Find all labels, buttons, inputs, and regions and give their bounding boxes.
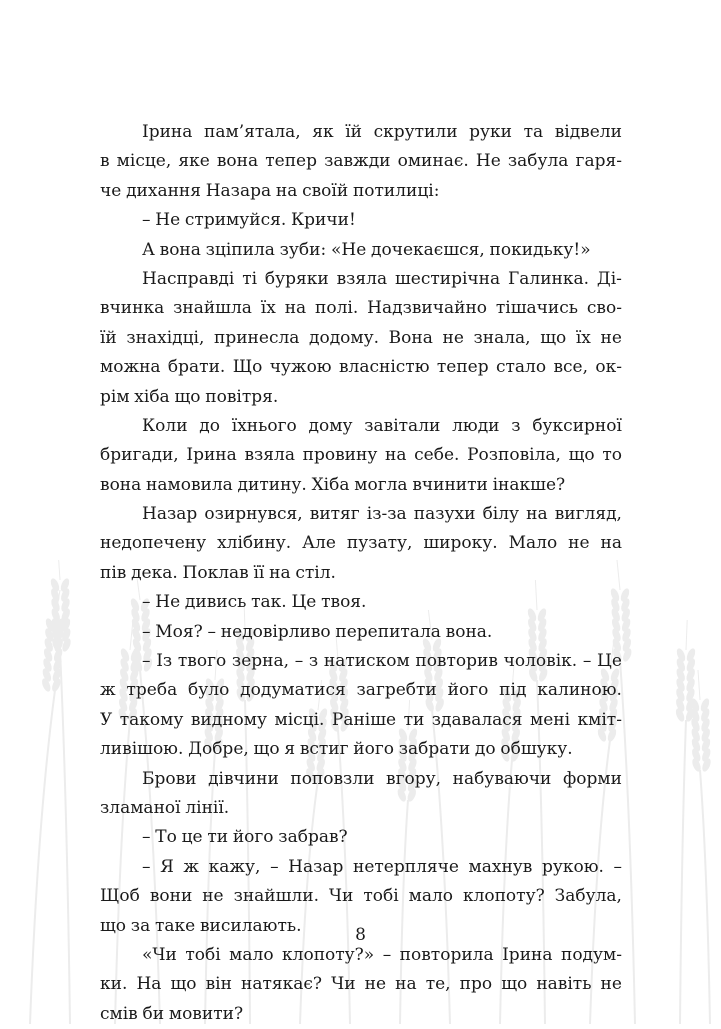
word: бригади, xyxy=(100,445,179,466)
word: взяла xyxy=(336,268,388,289)
word: таке xyxy=(154,915,196,936)
word: дихання xyxy=(126,180,201,201)
word: він xyxy=(205,974,232,995)
word: то xyxy=(602,445,622,466)
word: на xyxy=(395,974,417,995)
word: знала, xyxy=(473,327,531,348)
word: до xyxy=(474,739,496,760)
word: дитину. xyxy=(237,474,307,495)
text-line xyxy=(100,412,622,441)
word: чоловік. xyxy=(503,651,578,672)
word: не xyxy=(600,327,622,348)
word: пів xyxy=(100,562,127,583)
word: на xyxy=(284,298,307,319)
word: можна xyxy=(100,357,161,378)
text-line xyxy=(100,441,622,470)
word: Із xyxy=(156,651,173,672)
word: рукою. xyxy=(541,856,604,877)
word: махнув xyxy=(468,856,533,877)
word: озирнувся, xyxy=(204,504,303,525)
word: вони xyxy=(149,886,193,907)
word: додому. xyxy=(309,327,380,348)
word: Ірина xyxy=(186,445,237,466)
word: гаря- xyxy=(575,151,622,172)
word: ж xyxy=(100,680,116,701)
word: Кричи! xyxy=(291,210,356,231)
text-line xyxy=(100,324,622,353)
word: це xyxy=(181,827,203,848)
word: дочекаєшся, xyxy=(371,239,485,260)
wheat-awn xyxy=(58,560,60,580)
word: додуматися xyxy=(240,680,346,701)
word: твоя. xyxy=(321,592,367,613)
word: тобі xyxy=(185,944,221,965)
text-line xyxy=(100,794,622,823)
text-line xyxy=(100,294,622,323)
word: що xyxy=(253,739,280,760)
word: тішачись xyxy=(495,298,579,319)
word: вона xyxy=(216,151,259,172)
word: що xyxy=(501,974,528,995)
word: їх xyxy=(260,298,276,319)
word: Назара xyxy=(205,180,272,201)
word: власністю xyxy=(338,357,430,378)
word: на xyxy=(526,504,548,525)
word: повторив xyxy=(415,651,498,672)
word: стримуйся. xyxy=(184,210,287,231)
word: вчинити xyxy=(412,474,488,495)
word: що xyxy=(540,327,567,348)
word: про xyxy=(459,974,493,995)
text-line xyxy=(100,588,622,617)
word: мало xyxy=(229,944,274,965)
word: Що xyxy=(232,357,263,378)
word: ливішою. xyxy=(100,739,184,760)
word: пам’ятала, xyxy=(204,122,301,142)
word: такому xyxy=(119,709,184,730)
word: Щоб xyxy=(100,886,140,907)
word: ти xyxy=(207,827,229,848)
word: буксирної xyxy=(532,415,622,436)
word: знайшла xyxy=(173,298,252,319)
word: їй xyxy=(100,327,117,348)
word: Поклав xyxy=(182,562,249,583)
word: забула xyxy=(507,151,569,172)
word: вчинка xyxy=(100,298,165,319)
word: Розповіла, xyxy=(467,445,561,466)
text-line xyxy=(100,676,622,705)
wheat-awn xyxy=(698,670,700,700)
word: вона xyxy=(100,474,142,495)
word: Брови xyxy=(142,768,197,789)
text-line xyxy=(100,177,622,206)
text-line xyxy=(100,647,622,676)
word: як xyxy=(312,122,334,142)
word: інакше? xyxy=(492,474,566,495)
word: мало xyxy=(408,886,453,907)
wheat-stem xyxy=(30,690,55,1024)
word: те, xyxy=(425,974,451,995)
text-line xyxy=(100,206,622,235)
text-line xyxy=(100,823,622,852)
word: провину xyxy=(302,445,378,466)
word: пазухи xyxy=(413,504,476,525)
word: дівчини xyxy=(208,768,279,789)
word: із-за xyxy=(366,504,407,525)
word: вона xyxy=(159,239,201,260)
word: Але xyxy=(302,533,336,554)
word: набуваючи xyxy=(452,768,552,789)
word: зерна, xyxy=(231,651,290,672)
word: з xyxy=(308,651,319,672)
word: на xyxy=(600,533,622,554)
page-number: 8 xyxy=(355,925,366,945)
word: відвели xyxy=(554,122,622,142)
word: що xyxy=(100,915,127,936)
word: смів xyxy=(100,1003,138,1024)
word: руки xyxy=(469,122,512,142)
word: Я xyxy=(160,856,174,877)
word: тепер xyxy=(436,357,489,378)
word: твого xyxy=(177,651,227,672)
body-text xyxy=(100,118,622,1029)
wheat-stem xyxy=(680,720,686,1024)
word: стіл. xyxy=(295,562,336,583)
word: Це xyxy=(597,651,622,672)
word: яке xyxy=(178,151,210,172)
text-line xyxy=(100,265,622,294)
word: принесла xyxy=(214,327,300,348)
word: Раніше xyxy=(331,709,397,730)
word: Ді- xyxy=(596,268,622,289)
word: їх xyxy=(575,327,591,348)
word: Чи xyxy=(331,974,356,995)
text-line xyxy=(100,970,622,999)
text-line xyxy=(100,383,622,412)
word: шестирічна xyxy=(394,268,501,289)
word: навіть xyxy=(536,974,592,995)
word: їхнього xyxy=(231,415,297,436)
word: Це xyxy=(291,592,317,613)
word: вона. xyxy=(445,621,493,642)
word: треба xyxy=(126,680,178,701)
word: Не xyxy=(475,151,501,172)
word: Не xyxy=(155,210,181,231)
word: натиском xyxy=(323,651,410,672)
word: вгору, xyxy=(386,768,442,789)
word: що xyxy=(568,445,595,466)
word: Хіба xyxy=(311,474,350,495)
word: встиг xyxy=(299,739,349,760)
word: форми xyxy=(562,768,622,789)
word: полі. xyxy=(315,298,359,319)
word: його xyxy=(353,739,395,760)
word: – xyxy=(294,651,304,672)
word: – xyxy=(382,944,392,965)
word: На xyxy=(136,974,162,995)
word: своїй xyxy=(302,180,349,201)
word: – xyxy=(142,651,151,672)
word: забрав? xyxy=(278,827,348,848)
word: клопоту?» xyxy=(282,944,375,965)
word: Назар xyxy=(288,856,344,877)
word: Чи xyxy=(328,886,354,907)
word: люди xyxy=(452,415,500,436)
word: – xyxy=(613,856,622,877)
word: ж xyxy=(183,856,200,877)
word: обшуку. xyxy=(500,739,573,760)
word: подум- xyxy=(560,944,622,965)
word: не xyxy=(364,974,387,995)
text-line xyxy=(100,236,622,265)
word: Забула, xyxy=(554,886,622,907)
word: недопечену xyxy=(100,533,207,554)
word: Ірина xyxy=(142,122,193,142)
word: У xyxy=(100,709,113,730)
word: місце, xyxy=(116,151,172,172)
word: «Не xyxy=(330,239,367,260)
word: завітали xyxy=(364,415,441,436)
word: рім xyxy=(100,386,130,407)
word: повітря. xyxy=(205,386,279,407)
word: – xyxy=(142,592,151,613)
word: би xyxy=(142,1003,165,1024)
word: буряки xyxy=(264,268,329,289)
word: знайшли. xyxy=(233,886,319,907)
word: брати. xyxy=(167,357,226,378)
word: Добре, xyxy=(188,739,249,760)
text-line xyxy=(100,353,622,382)
word: місці. xyxy=(274,709,325,730)
text-line xyxy=(100,618,622,647)
text-line xyxy=(100,147,622,176)
word: висилають. xyxy=(199,915,302,936)
word: хлібину. xyxy=(217,533,292,554)
wheat-stem xyxy=(700,770,710,1024)
word: все, xyxy=(553,357,588,378)
word: ти xyxy=(403,709,425,730)
word: Насправді xyxy=(142,268,235,289)
word: дека. xyxy=(131,562,178,583)
word: стало xyxy=(495,357,547,378)
word: А xyxy=(142,239,155,260)
word: сво- xyxy=(586,298,622,319)
word: Ірина xyxy=(502,944,553,965)
word: не xyxy=(568,533,590,554)
word: ки. xyxy=(100,974,128,995)
word: пузату, xyxy=(346,533,413,554)
wheat-stem xyxy=(60,650,70,1024)
word: я xyxy=(284,739,296,760)
word: знахідці, xyxy=(126,327,205,348)
word: – xyxy=(142,210,151,231)
word: було xyxy=(188,680,230,701)
word: його xyxy=(232,827,274,848)
word: клопоту? xyxy=(462,886,545,907)
word: – xyxy=(270,856,279,877)
word: зуби: xyxy=(279,239,327,260)
word: та xyxy=(523,122,544,142)
word: «Чи xyxy=(142,944,177,965)
word: що xyxy=(170,974,197,995)
text-line xyxy=(100,853,622,882)
word: взяла xyxy=(244,445,295,466)
word: широку. xyxy=(423,533,498,554)
word: ок- xyxy=(595,357,622,378)
word: – xyxy=(142,827,151,848)
text-line xyxy=(100,1000,622,1029)
word: Вона xyxy=(388,327,433,348)
word: Коли xyxy=(142,415,188,436)
word: їй xyxy=(345,122,363,142)
word: загребти xyxy=(356,680,437,701)
word: недовірливо xyxy=(220,621,331,642)
text-line xyxy=(100,941,622,970)
word: покидьку!» xyxy=(489,239,591,260)
text-line xyxy=(100,706,622,735)
word: потилиці: xyxy=(352,180,440,201)
word: себе. xyxy=(414,445,460,466)
word: кажу, xyxy=(208,856,261,877)
word: ті xyxy=(242,268,258,289)
word: – xyxy=(142,856,151,877)
word: намовила xyxy=(146,474,233,495)
word: Надзвичайно xyxy=(367,298,488,319)
word: перепитала xyxy=(335,621,441,642)
text-line xyxy=(100,471,622,500)
word: в xyxy=(100,151,110,172)
word: мені xyxy=(529,709,571,730)
text-line xyxy=(100,500,622,529)
word: Галинка. xyxy=(508,268,590,289)
word: здавалася xyxy=(431,709,523,730)
word: білу xyxy=(482,504,520,525)
word: – xyxy=(582,651,592,672)
word: нетерпляче xyxy=(353,856,459,877)
word: Моя? xyxy=(155,621,203,642)
word: тепер xyxy=(265,151,317,172)
word: що xyxy=(174,386,201,407)
word: її xyxy=(253,562,265,583)
word: – xyxy=(207,621,216,642)
word: так. xyxy=(251,592,287,613)
word: під xyxy=(499,680,527,701)
word: його xyxy=(447,680,489,701)
word: поповзли xyxy=(290,768,375,789)
word: кміт- xyxy=(577,709,622,730)
word: мовити? xyxy=(168,1003,244,1024)
text-line xyxy=(100,559,622,588)
word: дому xyxy=(308,415,353,436)
word: тобі xyxy=(363,886,399,907)
word: повторила xyxy=(399,944,494,965)
word: хіба xyxy=(134,386,170,407)
word: – xyxy=(142,621,151,642)
word: вигляд, xyxy=(554,504,622,525)
word: видному xyxy=(190,709,268,730)
word: То xyxy=(155,827,177,848)
word: Назар xyxy=(142,504,198,525)
text-line xyxy=(100,882,622,911)
word: забрати xyxy=(398,739,471,760)
word: Не xyxy=(155,592,181,613)
word: до xyxy=(199,415,220,436)
word: натякає? xyxy=(241,974,323,995)
word: зламаної xyxy=(100,797,181,818)
text-line xyxy=(100,765,622,794)
word: не xyxy=(600,974,622,995)
word: завжди xyxy=(324,151,391,172)
wheat-stem xyxy=(620,660,635,1024)
word: витяг xyxy=(309,504,360,525)
word: Мало xyxy=(508,533,558,554)
word: калиною. xyxy=(537,680,622,701)
word: на xyxy=(385,445,407,466)
word: оминає. xyxy=(397,151,469,172)
word: могла xyxy=(354,474,408,495)
word: че xyxy=(100,180,122,201)
text-line xyxy=(100,735,622,764)
word: дивись xyxy=(184,592,247,613)
word: скрутили xyxy=(373,122,458,142)
word: зціпила xyxy=(205,239,275,260)
text-line xyxy=(100,118,622,147)
word: не xyxy=(442,327,464,348)
word: за xyxy=(130,915,151,936)
word: на xyxy=(269,562,291,583)
word: на xyxy=(275,180,298,201)
word: з xyxy=(511,415,521,436)
word: не xyxy=(202,886,224,907)
word: лінії. xyxy=(185,797,230,818)
word: чужою xyxy=(269,357,332,378)
wheat-awn xyxy=(686,620,687,650)
text-line xyxy=(100,529,622,558)
